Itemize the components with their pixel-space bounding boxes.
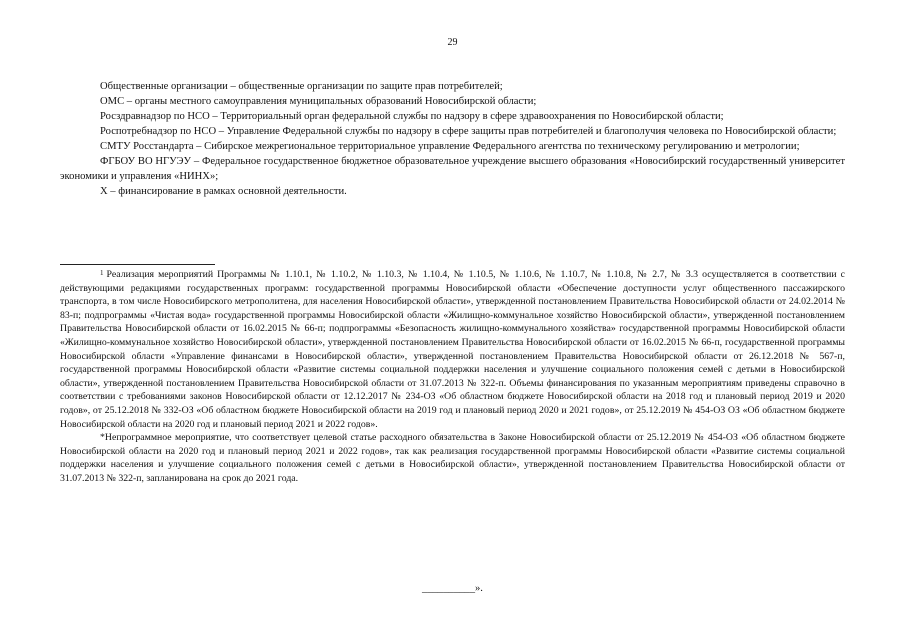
footnote-1-text: Реализация мероприятий Программы № 1.10.1, № 1.10.2, № 1.10.3, № 1.10.4, № 1.10.5, № 1.10.6, № 1.10.7, № 1.10.8, № 2.7, № 3.3 осуществляется в соответствии с действующими редакциями государственных программ: государственной программы Новосибирской области «Обеспечение доступности услуг общественного пассажирского транспорта, в том числе Новосибирского метрополитена, для населения Новосибирской области», утвержденной постановлением Правительства Новосибирской области от 24.02.2014 № 83-п; подпрограммы «Чистая вода» государственной программы Новосибирской области «Жилищно-коммунальное хозяйство Новосибирской области», утвержденной постановлением Правительства Новосибирской области от 16.02.2015 № 66-п; подпрограммы «Безопасность жилищно-коммунального хозяйства» государственной программы Новосибирской области «Жилищно-коммунальное хозяйство Новосибирской области», утвержденной постановлением Правительства Новосибирской области от 16.02.2015 № 66-п, государственной программы Новосибирской области «Управление финансами в Новосибирской области», утвержденной постановлением Правительства Новосибирской области от 26.12.2018 № 567-п, государственной программы Новосибирской области «Развитие системы социальной поддержки населения и улучшение социального положения семей с детьми в Новосибирской области», утвержденной постановлением Правительства Новосибирской области от 31.07.2013 № 322-п. Объемы финансирования по указанным мероприятиям приведены справочно в соответствии с требованиями законов Новосибирской области от 12.12.2017 № 234-ОЗ «Об областном бюджете Новосибирской области на 2018 год и плановый период 2019 и 2020 годов», от 25.12.2018 № 332-ОЗ «Об областном бюджете Новосибирской области на 2019 год и плановый период 2020 и 2021 годов», от 25.12.2019 № 454-ОЗ ОЗ «Об областном бюджете Новосибирской области на 2020 год и плановый период 2021 и 2022 годов». [60, 269, 845, 430]
paragraph-public-organizations: Общественные организации – общественные организации по защите прав потребителей; [100, 81, 503, 92]
main-text [60, 79, 845, 199]
footnotes [60, 268, 845, 486]
footnote-asterisk: *Непрограммное мероприятие, что соответствует целевой статье расходного обязательства в Законе Новосибирской области от 25.12.2019 № 454-ОЗ «Об областном бюджете Новосибирской области на 2020 год и плановый период 2021 и 2022 годов», так как реализация государственной программы Новосибирской области «Развитие системы социальной поддержки населения и улучшение социального положения семей с детьми в Новосибирской области», утвержденной постановлением Правительства Новосибирской области от 31.07.2013 № 322-п, запланирована на срок до 2021 года. [60, 432, 845, 484]
footnote-marker: 1 [100, 269, 104, 277]
page-number: 29 [447, 37, 458, 48]
footnote-1 [60, 268, 845, 431]
paragraph-oms: ОМС – органы местного самоуправления муниципальных образований Новосибирской области; [100, 96, 537, 107]
footnote-separator [60, 264, 215, 265]
closing-line: __________». [422, 583, 483, 594]
paragraph-fgbou-ngueu: ФГБОУ ВО НГУЭУ – Федеральное государственное бюджетное образовательное учреждение высшего образования «Новосибирский государственный университет экономики и управления «НИНХ»; [60, 156, 845, 182]
paragraph-roszdravnadzor: Росздравнадзор по НСО – Территориальный орган федеральной службы по надзору в сфере здравоохранения по Новосибирской области; [100, 111, 724, 122]
paragraph-rospotrebnadzor: Роспотребнадзор по НСО – Управление Федеральной службы по надзору в сфере защиты прав потребителей и благополучия человека по Новосибирской области; [100, 126, 837, 137]
paragraph-x-financing: Х – финансирование в рамках основной деятельности. [100, 186, 347, 197]
paragraph-smtu-rosstandart: СМТУ Росстандарта – Сибирское межрегиональное территориальное управление Федерального агентства по техническому регулированию и метрологии; [100, 141, 800, 152]
